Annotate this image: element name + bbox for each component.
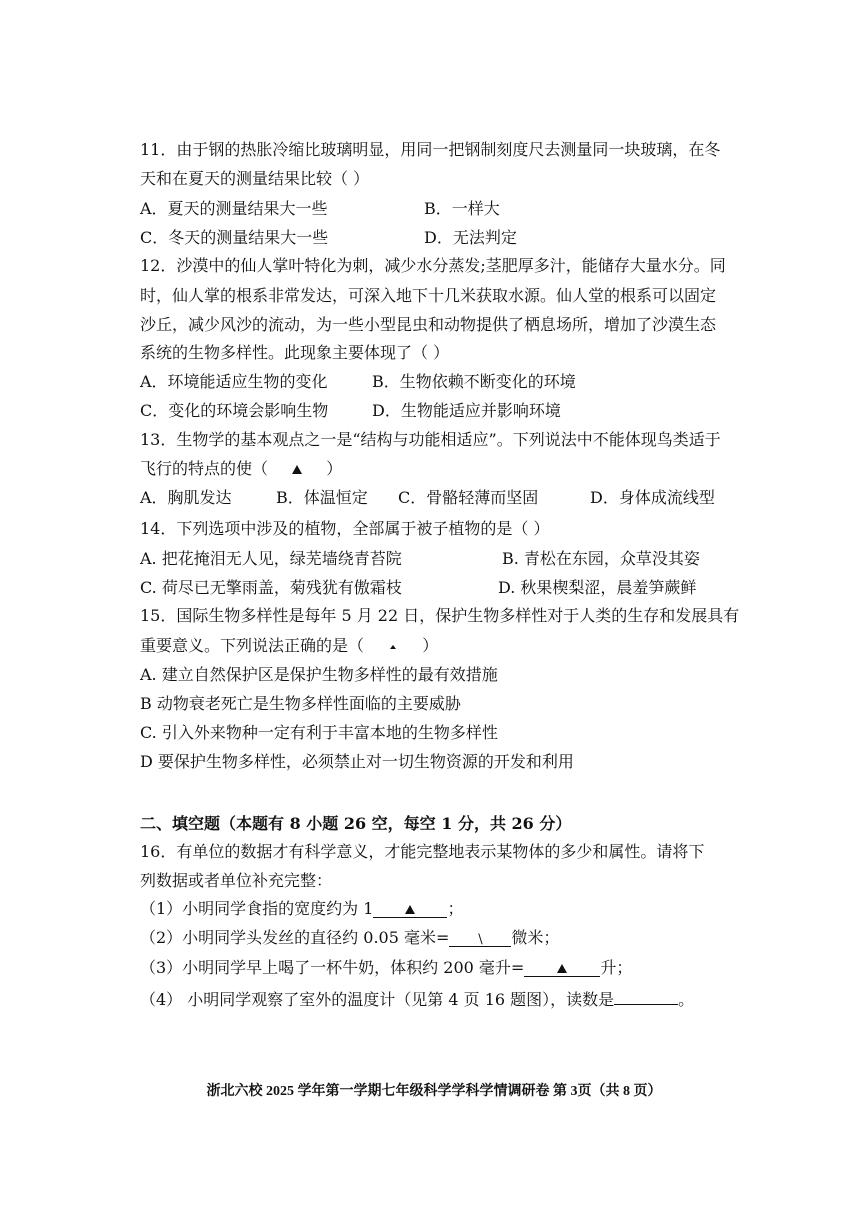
q13-option-c: C．骨骼轻薄而坚固 xyxy=(398,488,539,507)
q15-option-d: D 要保护生物多样性，必须禁止对一切生物资源的开发和利用 xyxy=(140,752,574,771)
q11-line1: 11．由于钢的热胀冷缩比玻璃明显，用同一把钢制刻度尺去测量同一块玻璃，在冬 xyxy=(140,140,721,159)
q16-blank2 xyxy=(449,928,511,947)
q13-line1: 13．生物学的基本观点之一是“结构与功能相适应”。下列说法中不能体现鸟类适于 xyxy=(140,430,721,449)
q16-sub3-text: （3）小明同学早上喝了一杯牛奶，体积约 200 毫升= xyxy=(140,958,525,977)
q14-option-b: B. 青松在东园，众草没其姿 xyxy=(502,549,700,568)
page-footer: 浙北六校 2025 学年第一学期七年级科学学科学情调研卷 第 3页（共 8 页） xyxy=(206,1084,662,1099)
q11-option-a: A．夏天的测量结果大一些 xyxy=(140,199,328,218)
q11-option-d: D．无法判定 xyxy=(424,228,517,247)
q16-sub4 xyxy=(140,986,694,1010)
q15-option-c: C. 引入外来物种一定有利于丰富本地的生物多样性 xyxy=(140,723,498,742)
q14-option-a: A. 把花掩泪无人见，绿芜墙绕青苔院 xyxy=(140,549,402,568)
q16-blank2-mark: \ xyxy=(478,932,483,947)
q12-line1: 12．沙漠中的仙人掌叶特化为刺，减少水分蒸发;茎肥厚多汁，能储存大量水分。同 xyxy=(140,256,726,275)
ink-mark-icon xyxy=(557,964,567,973)
q15-line2-close: ） xyxy=(422,636,439,655)
q16-sub1 xyxy=(140,899,463,919)
q16-line2: 列数据或者单位补充完整： xyxy=(140,871,333,890)
q12-option-b: B．生物依赖不断变化的环境 xyxy=(372,372,576,391)
q11-option-c: C．冬天的测量结果大一些 xyxy=(140,228,329,247)
q13-line2 xyxy=(140,459,342,479)
q12-option-c: C．变化的环境会影响生物 xyxy=(140,401,329,420)
q16-sub2-end: 微米； xyxy=(511,928,560,947)
q13-line2-close: ） xyxy=(326,459,343,478)
q13-option-b: B．体温恒定 xyxy=(276,488,368,507)
q14-line1: 14．下列选项中涉及的植物，全部属于被子植物的是（ ） xyxy=(140,519,550,538)
section-heading: 二、填空题（本题有 8 小题 26 空，每空 1 分，共 26 分） xyxy=(140,814,572,833)
q13-line2-text: 飞行的特点的使（ xyxy=(140,459,269,478)
q16-sub3-end: 升； xyxy=(600,958,633,977)
q15-option-a: A. 建立自然保护区是保护生物多样性的最有效措施 xyxy=(140,665,498,684)
ink-mark-icon xyxy=(405,905,415,914)
q15-line2 xyxy=(140,636,438,656)
q16-blank4 xyxy=(614,986,678,1005)
q16-sub1-end: ； xyxy=(447,899,464,918)
q16-sub4-end: 。 xyxy=(678,990,695,1009)
q12-line4: 系统的生物多样性。此现象主要体现了（ ） xyxy=(140,343,450,362)
q11-line2: 天和在夏天的测量结果比较（ ） xyxy=(140,169,370,188)
q15-option-b: B 动物衰老死亡是生物多样性面临的主要威胁 xyxy=(140,694,461,713)
q12-option-d: D．生物能适应并影响环境 xyxy=(372,401,561,420)
q16-sub3 xyxy=(140,958,632,978)
ink-mark-icon xyxy=(390,645,396,649)
q16-blank1 xyxy=(373,899,447,918)
q11-option-b: B．一样大 xyxy=(424,199,500,218)
q13-answer-space xyxy=(273,459,321,479)
q12-line2: 时，仙人掌的根系非常发达，可深入地下十几米获取水源。仙人堂的根系可以固定 xyxy=(140,286,717,305)
q15-line2-text: 重要意义。下列说法正确的是（ xyxy=(140,636,365,655)
q14-option-d: D. 秋果楔梨涩，晨羞笋蕨鲜 xyxy=(498,578,697,597)
q15-line1: 15．国际生物多样性是每年 5 月 22 日，保护生物多样性对于人类的生存和发展具有 xyxy=(140,606,740,625)
q13-option-a: A．胸肌发达 xyxy=(140,488,232,507)
q16-blank3 xyxy=(524,958,600,977)
q12-option-a: A．环境能适应生物的变化 xyxy=(140,372,328,391)
q16-sub1-text: （1）小明同学食指的宽度约为 1 xyxy=(140,899,374,918)
q13-option-d: D．身体成流线型 xyxy=(590,488,715,507)
q16-sub4-text: （4） 小明同学观察了室外的温度计（见第 4 页 16 题图），读数是 xyxy=(140,990,615,1009)
ink-mark-icon xyxy=(292,465,302,474)
q15-answer-space xyxy=(369,636,417,656)
q12-line3: 沙丘，减少风沙的流动，为一些小型昆虫和动物提供了栖息场所，增加了沙漠生态 xyxy=(140,315,717,334)
q16-sub2-text: （2）小明同学头发丝的直径约 0.05 毫米= xyxy=(140,928,450,947)
q14-option-c: C. 荷尽已无擎雨盖，菊残犹有傲霜枝 xyxy=(140,578,402,597)
q16-sub2 xyxy=(140,928,559,948)
q16-line1: 16．有单位的数据才有科学意义，才能完整地表示某物体的多少和属性。请将下 xyxy=(140,842,705,861)
